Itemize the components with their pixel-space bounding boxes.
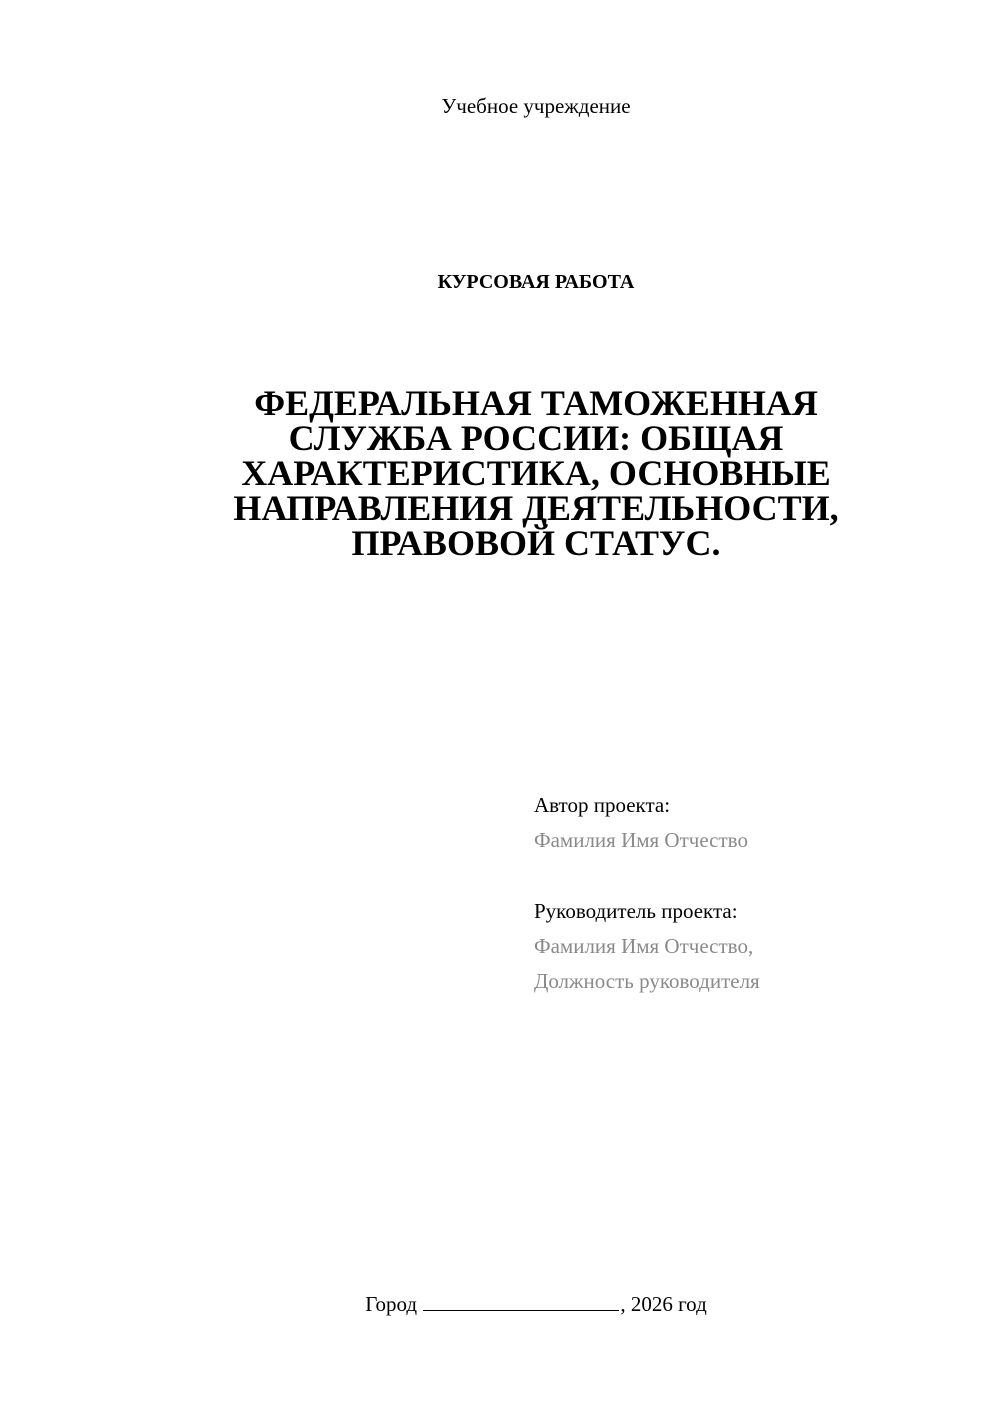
title-line: СЛУЖБА РОССИИ: ОБЩАЯ — [288, 418, 784, 458]
supervisor-label: Руководитель проекта: — [534, 899, 738, 923]
spacer — [534, 858, 974, 894]
year-text: , 2026 год — [620, 1292, 707, 1316]
project-people — [534, 788, 974, 999]
title-line: ПРАВОВОЙ СТАТУС. — [351, 523, 721, 563]
document-type: КУРСОВАЯ РАБОТА — [437, 271, 635, 293]
city-blank-field — [423, 1290, 619, 1311]
institution-name: Учебное учреждение — [441, 94, 631, 118]
title-line: НАПРАВЛЕНИЯ ДЕЯТЕЛЬНОСТИ, — [233, 488, 839, 528]
title-line: ХАРАКТЕРИСТИКА, ОСНОВНЫЕ — [241, 453, 831, 493]
supervisor-position: Должность руководителя — [534, 969, 760, 993]
city-label: Город — [365, 1292, 418, 1316]
author-label: Автор проекта: — [534, 793, 671, 817]
city-year-line — [0, 1290, 1000, 1318]
supervisor-name: Фамилия Имя Отчество, — [534, 934, 754, 958]
document-title — [190, 383, 882, 563]
author-name: Фамилия Имя Отчество — [534, 828, 748, 852]
title-line: ФЕДЕРАЛЬНАЯ ТАМОЖЕННАЯ — [254, 383, 818, 423]
